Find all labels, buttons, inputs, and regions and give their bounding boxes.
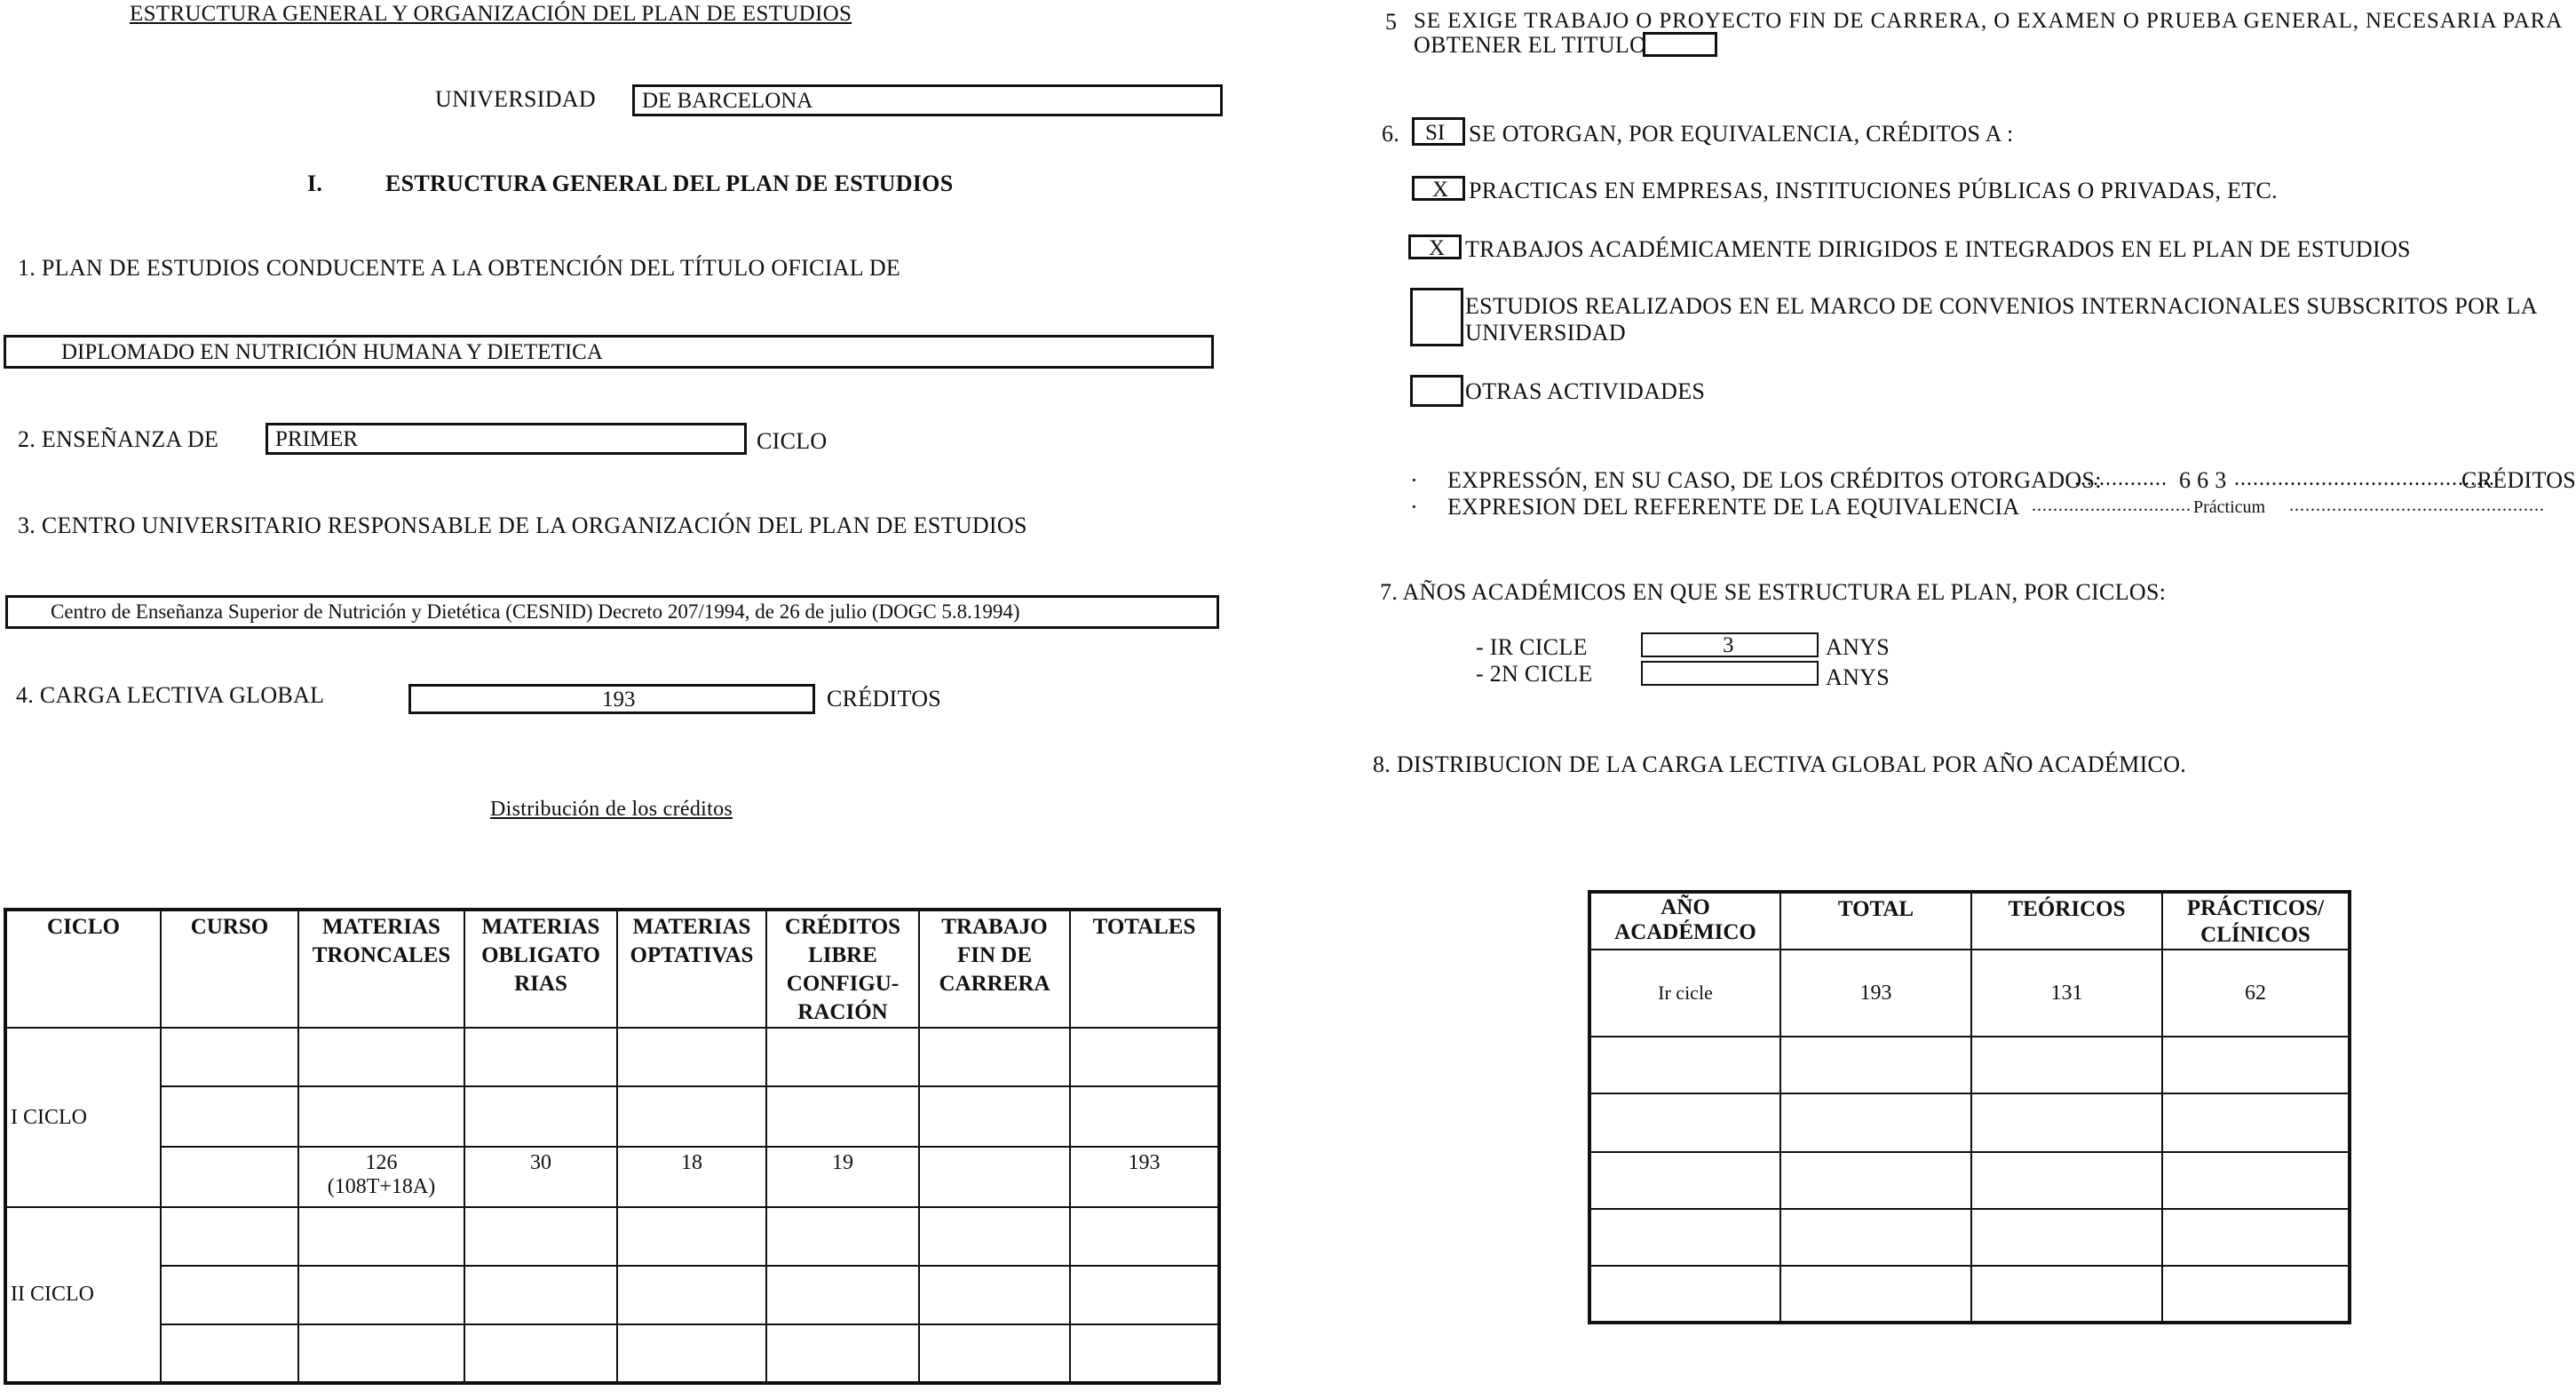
- table-cell: [2162, 1037, 2350, 1093]
- bullet: ·: [1410, 467, 1418, 493]
- table-row: [5, 1207, 1219, 1266]
- degree-title-value: DIPLOMADO EN NUTRICIÓN HUMANA Y DIETETICA: [61, 340, 603, 364]
- total-cell: 193: [1780, 950, 1971, 1037]
- degree-title-field: [4, 335, 1214, 369]
- cycle2-years-label: - 2N CICLE: [1476, 661, 1593, 687]
- table-cell: [1780, 1037, 1971, 1093]
- option3-checkbox: [1410, 288, 1463, 346]
- table-cell: [1971, 1152, 2162, 1209]
- item7-text: 7. AÑOS ACADÉMICOS EN QUE SE ESTRUCTURA EL PLAN, POR CICLOS:: [1380, 579, 2167, 605]
- table-cell: [161, 1147, 298, 1207]
- header-totales: TOTALES: [1070, 910, 1219, 1028]
- equivalence-reference-value: Prácticum: [2193, 497, 2266, 517]
- table-cell: [2162, 1152, 2350, 1209]
- header-optativas: MATERIAS OPTATIVAS: [617, 910, 766, 1028]
- table-cell: [2162, 1266, 2350, 1323]
- header-ciclo: CICLO: [5, 910, 161, 1028]
- section-number: I.: [307, 171, 323, 196]
- table-cell: [161, 1086, 298, 1147]
- option4-checkbox: [1410, 375, 1463, 407]
- table-cell: [919, 1324, 1070, 1383]
- equivalence-value: SI: [1425, 121, 1446, 145]
- cycle-field: [266, 423, 747, 455]
- option1-text: PRACTICAS EN EMPRESAS, INSTITUCIONES PÚBLICAS O PRIVADAS, ETC.: [1469, 178, 2278, 203]
- cycle1-years-unit: ANYS: [1826, 634, 1890, 660]
- table-cell: [1589, 1209, 1780, 1266]
- item5-text-line2: OBTENER EL TITULO: [1414, 32, 1647, 58]
- table-cell: [1971, 1093, 2162, 1152]
- table-cell: [766, 1266, 919, 1324]
- item8-text: 8. DISTRIBUCION DE LA CARGA LECTIVA GLOBAL POR AÑO ACADÉMICO.: [1373, 751, 2187, 777]
- item5-number: 5: [1385, 9, 1398, 35]
- header-total: TOTAL: [1780, 892, 1971, 950]
- table-cell: [161, 1028, 298, 1086]
- table-cell: [1780, 1209, 1971, 1266]
- dotted-leader: ..............................: [2032, 496, 2192, 515]
- table-row: [1589, 1266, 2350, 1323]
- item4-label: 4. CARGA LECTIVA GLOBAL: [16, 682, 325, 708]
- table-cell: [464, 1266, 617, 1324]
- credits-distribution-table: [4, 908, 1221, 1385]
- item6-text: SE OTORGAN, POR EQUIVALENCIA, CRÉDITOS A :: [1469, 121, 2014, 147]
- table-cell: [617, 1086, 766, 1147]
- table-cell: [298, 1207, 464, 1266]
- table-cell: [919, 1207, 1070, 1266]
- table-cell: [1780, 1093, 1971, 1152]
- cycle2-cell: [5, 1207, 161, 1383]
- cycle-value: PRIMER: [275, 427, 359, 451]
- item2-label: 2. ENSEÑANZA DE: [18, 426, 219, 452]
- equivalence-reference-label: EXPRESION DEL REFERENTE DE LA EQUIVALENCIA: [1447, 494, 2020, 520]
- table-row: [1589, 1152, 2350, 1209]
- teoricos-cell: 131: [1971, 950, 2162, 1037]
- header-curso: CURSO: [161, 910, 298, 1028]
- cycle-suffix: CICLO: [757, 428, 828, 454]
- table-cell: [1070, 1324, 1219, 1383]
- credits-suffix: CRÉDITOS: [827, 686, 942, 711]
- dotted-leader: ................................................: [2289, 496, 2545, 515]
- table-cell: [161, 1207, 298, 1266]
- optativas-value: 18: [617, 1147, 766, 1207]
- final-project-field: [1643, 32, 1717, 57]
- table-cell: [919, 1086, 1070, 1147]
- table-cell: [298, 1086, 464, 1147]
- option2-checkbox: [1408, 234, 1462, 259]
- obligatorias-value: 30: [464, 1147, 617, 1207]
- item1-label: 1. PLAN DE ESTUDIOS CONDUCENTE A LA OBTENCIÓN DEL TÍTULO OFICIAL DE: [18, 255, 901, 281]
- libre-configuracion-value: 19: [766, 1147, 919, 1207]
- option4-text: OTRAS ACTIVIDADES: [1465, 378, 1706, 404]
- table-cell: [1589, 1037, 1780, 1093]
- table-cell: [617, 1324, 766, 1383]
- table-row: [5, 1086, 1219, 1147]
- table-cell: [298, 1028, 464, 1086]
- table-row: [5, 1266, 1219, 1324]
- dotted-leader: ...............: [2074, 467, 2168, 490]
- table-cell: [766, 1028, 919, 1086]
- cycle2-years-unit: ANYS: [1826, 664, 1890, 690]
- table-cell: [1780, 1266, 1971, 1323]
- header-obligatorias: MATERIAS OBLIGATO RIAS: [464, 910, 617, 1028]
- cycle2-years-field: [1641, 661, 1819, 686]
- credits-expression-suffix: CRÉDITOS: [2461, 467, 2576, 493]
- table-cell: [1589, 1266, 1780, 1323]
- table-row: [5, 1028, 1219, 1086]
- table-row: [1589, 1037, 2350, 1093]
- table-cell: [1971, 1037, 2162, 1093]
- table-header-row: [5, 910, 1219, 1028]
- table-row: [5, 1147, 1219, 1207]
- table-cell: [161, 1266, 298, 1324]
- troncales-value: 126 (108T+18A): [298, 1147, 464, 1207]
- table-cell: [766, 1324, 919, 1383]
- university-field: [632, 84, 1223, 116]
- table-cell: [1070, 1028, 1219, 1086]
- table-cell: [919, 1028, 1070, 1086]
- option2-text: TRABAJOS ACADÉMICAMENTE DIRIGIDOS E INTEGRADOS EN EL PLAN DE ESTUDIOS: [1465, 236, 2411, 262]
- option1-mark: X: [1432, 178, 1449, 202]
- center-field: [5, 595, 1219, 629]
- table-cell: [1589, 1152, 1780, 1209]
- table-cell: [464, 1028, 617, 1086]
- item5-text-line1: SE EXIGE TRABAJO O PROYECTO FIN DE CARRERA, O EXAMEN O PRUEBA GENERAL, NECESARIA PARA: [1414, 9, 2564, 33]
- distribution-title: Distribución de los créditos: [490, 798, 733, 821]
- cycle1-cell: [5, 1028, 161, 1207]
- table-cell: [298, 1266, 464, 1324]
- header-practicos: PRÁCTICOS/ CLÍNICOS: [2162, 892, 2350, 950]
- credits-expression-label: EXPRESSÓN, EN SU CASO, DE LOS CRÉDITOS OTORGADOS:: [1447, 467, 2102, 493]
- table-row: [1589, 1209, 2350, 1266]
- document-header: ESTRUCTURA GENERAL Y ORGANIZACIÓN DEL PLAN DE ESTUDIOS: [130, 2, 852, 26]
- table-cell: [2162, 1093, 2350, 1152]
- practicos-cell: 62: [2162, 950, 2350, 1037]
- header-ano-academico: AÑO ACADÉMICO: [1589, 892, 1780, 950]
- table-cell: [1971, 1209, 2162, 1266]
- credits-field: [408, 684, 815, 714]
- table-cell: [766, 1207, 919, 1266]
- credits-expression-value: 6 6 3: [2179, 467, 2227, 493]
- option3-text-line2: UNIVERSIDAD: [1465, 320, 1626, 346]
- table-cell: [464, 1207, 617, 1266]
- header-teoricos: TEÓRICOS: [1971, 892, 2162, 950]
- cycle1-years-field: [1641, 632, 1819, 657]
- table-header-row: [1589, 892, 2350, 950]
- table-cell: [1070, 1266, 1219, 1324]
- table-row: [1589, 950, 2350, 1037]
- table-cell: [617, 1207, 766, 1266]
- yearly-distribution-table: [1588, 890, 2351, 1324]
- table-cell: [919, 1266, 1070, 1324]
- table-cell: [1070, 1207, 1219, 1266]
- center-value: Centro de Enseñanza Superior de Nutrición y Dietética (CESNID) Decreto 207/1994, de 26 de julio (DOGC 5.8.1994): [51, 600, 1020, 623]
- table-cell: [298, 1324, 464, 1383]
- table-cell: [1070, 1086, 1219, 1147]
- table-cell: [464, 1324, 617, 1383]
- table-row: [1589, 1093, 2350, 1152]
- header-troncales: MATERIAS TRONCALES: [298, 910, 464, 1028]
- cycle1-label: I CICLO: [11, 1105, 87, 1129]
- header-libre-configuracion: CRÉDITOS LIBRE CONFIGU- RACIÓN: [766, 910, 919, 1028]
- cycle2-label: II CICLO: [11, 1283, 94, 1306]
- cycle1-years-value: 3: [1723, 633, 1734, 657]
- item3-label: 3. CENTRO UNIVERSITARIO RESPONSABLE DE LA ORGANIZACIÓN DEL PLAN DE ESTUDIOS: [18, 513, 1027, 538]
- table-cell: [617, 1028, 766, 1086]
- dotted-leader: ..........................................: [2234, 467, 2495, 490]
- table-cell: [161, 1324, 298, 1383]
- header-trabajo-fin: TRABAJO FIN DE CARRERA: [919, 910, 1070, 1028]
- year-cell: Ir cicle: [1589, 950, 1780, 1037]
- item6-number: 6.: [1382, 121, 1400, 147]
- table-cell: [617, 1266, 766, 1324]
- table-cell: [766, 1086, 919, 1147]
- table-cell: [1780, 1152, 1971, 1209]
- table-cell: [464, 1086, 617, 1147]
- equivalence-field: [1412, 117, 1465, 146]
- option1-checkbox: [1412, 176, 1465, 201]
- university-value: DE BARCELONA: [642, 89, 813, 113]
- totales-value: 193: [1070, 1147, 1219, 1207]
- section-title: ESTRUCTURA GENERAL DEL PLAN DE ESTUDIOS: [385, 171, 954, 196]
- bullet: ·: [1410, 494, 1418, 520]
- cycle1-years-label: - IR CICLE: [1476, 634, 1588, 660]
- option2-mark: X: [1429, 236, 1446, 260]
- table-row: [5, 1324, 1219, 1383]
- table-cell: [1971, 1266, 2162, 1323]
- table-cell: [1589, 1093, 1780, 1152]
- option3-text-line1: ESTUDIOS REALIZADOS EN EL MARCO DE CONVENIOS INTERNACIONALES SUBSCRITOS POR LA: [1465, 293, 2538, 319]
- credits-value: 193: [602, 688, 636, 711]
- trabajo-fin-value: [919, 1147, 1070, 1207]
- table-cell: [2162, 1209, 2350, 1266]
- university-label: UNIVERSIDAD: [435, 86, 596, 112]
